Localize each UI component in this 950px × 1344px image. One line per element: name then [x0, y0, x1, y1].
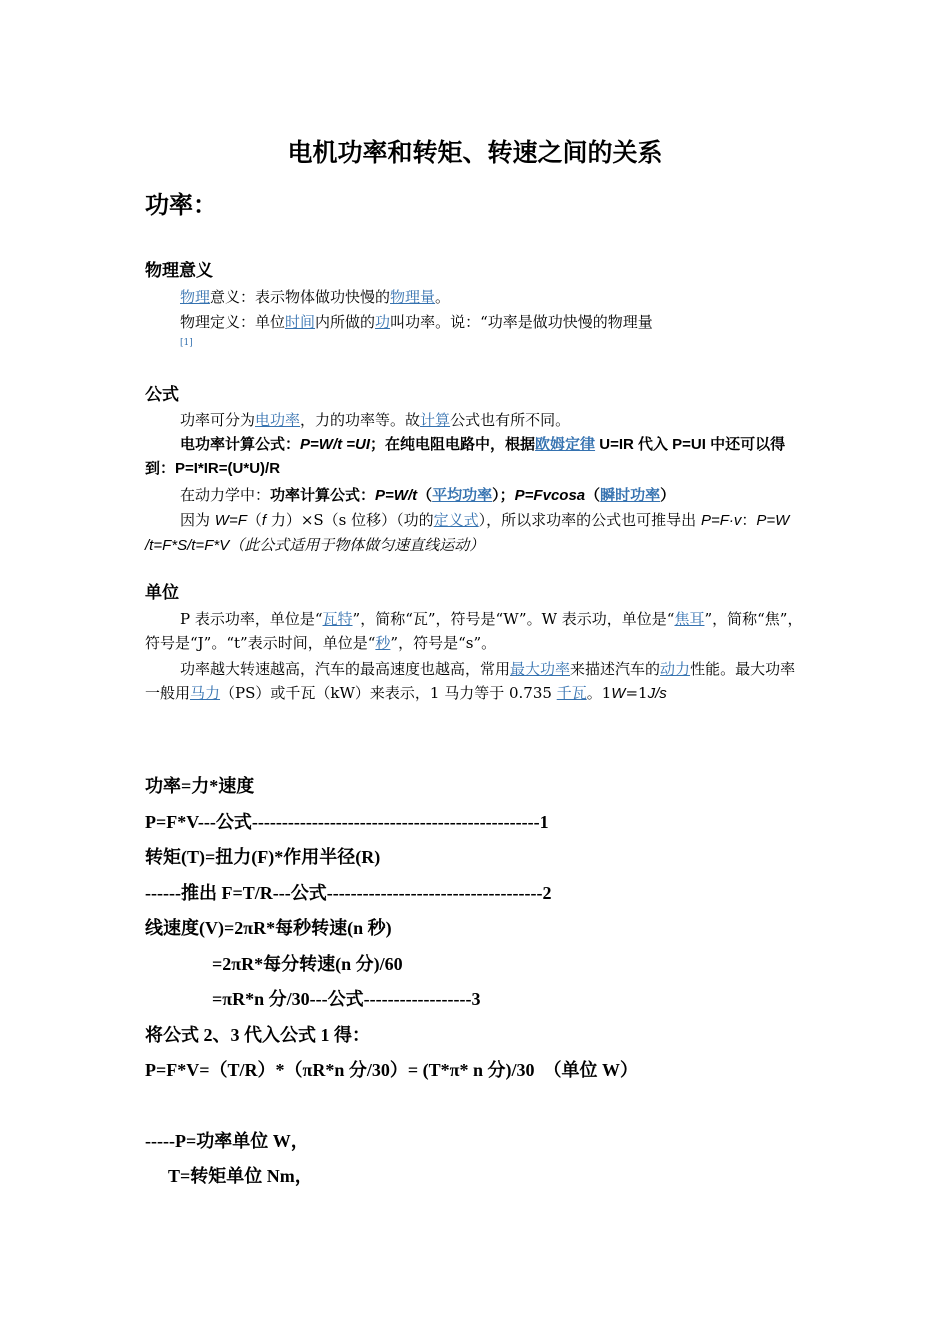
text-run: 意义：表示物体做功快慢的 [210, 288, 391, 306]
link-instant-power[interactable]: 瞬时功率 [600, 486, 661, 504]
text-run: 电功率计算公式： [180, 436, 301, 453]
link-physics[interactable]: 物理 [180, 288, 211, 306]
text-run: （ [417, 486, 433, 504]
derivation-line-10: -----P=功率单位 W， [145, 1131, 309, 1151]
text-run: ）； [492, 486, 515, 504]
text-run: 叫功率。说：“功率是做功快慢的物理量 [390, 313, 653, 331]
formula-run: P=Fvcosa [514, 487, 586, 504]
link-horsepower[interactable]: 马力 [190, 684, 221, 702]
paragraph-power-derivation [145, 508, 810, 558]
text-run: 力）×S（s 位移）（功的 [266, 511, 434, 529]
text-run: ”，简称“焦”，符号是“J”。“t”表示时间，单位是“ [145, 610, 803, 652]
section-heading-power: 功率： [145, 190, 217, 219]
link-definition-formula[interactable]: 定义式 [433, 511, 479, 529]
link-electric-power[interactable]: 电功率 [255, 411, 301, 429]
formula-run: W=F [214, 512, 247, 529]
text-run: 物理定义：单位 [180, 313, 286, 331]
text-run: （ [585, 486, 601, 504]
link-physical-quantity[interactable]: 物理量 [390, 288, 436, 306]
link-second[interactable]: 秒 [375, 634, 391, 652]
link-time[interactable]: 时间 [285, 313, 316, 331]
text-run: 公式也有所不同。 [450, 411, 571, 429]
derivation-line-7: =πR*n 分/30---公式------------------3 [212, 989, 481, 1009]
derivation-line-2: P=F*V---公式------------------------------------------------1 [145, 812, 549, 832]
link-max-power[interactable]: 最大功率 [510, 660, 571, 678]
reference-marker[interactable]: [1] [180, 338, 193, 348]
heading-formula: 公式 [145, 385, 179, 405]
text-run: =1 [625, 684, 648, 702]
paragraph-units [145, 607, 810, 655]
document-title: 电机功率和转矩、转速之间的关系 [287, 138, 663, 167]
text-run: U=IR 代入 P=UI 中还可以得到：P=I*IR=(U*U)/R [145, 436, 786, 477]
derivation-line-3: 转矩(T)=扭力(F)*作用半径(R) [145, 847, 381, 867]
paragraph-max-power [145, 657, 810, 706]
heading-physical-meaning: 物理意义 [145, 261, 213, 281]
derivation-line-5: 线速度(V)=2πR*每秒转速(n 秒) [145, 918, 392, 938]
text-run: 功率计算公式： [270, 487, 376, 504]
formula-run: P=W/t [375, 487, 418, 504]
link-kilowatt[interactable]: 千瓦 [556, 684, 587, 702]
formula-run: P=W /t=F*S/t=F*V [145, 512, 790, 554]
text-run: 。 [435, 288, 451, 306]
link-dynamics[interactable]: 动力 [660, 660, 691, 678]
text-run: ；在纯电阻电路中，根据 [370, 436, 536, 453]
link-watt[interactable]: 瓦特 [322, 610, 353, 628]
text-run: ） [660, 486, 676, 504]
text-run: （ [246, 511, 262, 529]
text-run: ，力的功率等。故 [300, 411, 421, 429]
text-run: 因为 [180, 511, 215, 529]
text-run: （PS）或千瓦（kW）来表示，1 马力等于 0.735 [220, 684, 557, 702]
text-run: 功率越大转速越高，汽车的最高速度也越高，常用 [180, 660, 511, 678]
text-run: P 表示功率，单位是“ [180, 610, 323, 628]
derivation-line-11: T=转矩单位 Nm， [168, 1166, 313, 1186]
derivation-line-4: ------推出 F=T/R---公式------------------------------------2 [145, 883, 552, 903]
link-ohms-law[interactable]: 欧姆定律 [535, 436, 596, 453]
paragraph-power-types [145, 408, 810, 432]
link-joule[interactable]: 焦耳 [674, 610, 705, 628]
text-run: 在动力学中： [180, 486, 271, 504]
formula-run: P=W/t =UI [300, 436, 371, 453]
text-run: ： [741, 511, 757, 529]
heading-unit: 单位 [145, 583, 179, 603]
text-run: ”，符号是“s”。 [390, 634, 497, 652]
paragraph-physical-meaning [145, 285, 810, 309]
paragraph-physical-definition [145, 310, 810, 334]
text-run: 性能。最大功率一般用 [145, 660, 796, 702]
text-run: 内所做的 [315, 313, 376, 331]
link-calculation[interactable]: 计算 [420, 411, 451, 429]
formula-run: W [611, 685, 626, 702]
derivation-line-9: P=F*V=（T/R）*（πR*n 分/30）= (T*π* n 分)/30 （单位 W） [145, 1060, 639, 1080]
text-run: ），所以求功率的公式也可推导出 [478, 511, 701, 529]
link-work[interactable]: 功 [375, 313, 391, 331]
derivation-line-8: 将公式 2、3 代入公式 1 得： [145, 1025, 370, 1045]
derivation-line-6: =2πR*每分转速(n 分)/60 [212, 954, 403, 974]
text-run: 来描述汽车的 [570, 660, 661, 678]
formula-run: P=F·v [700, 512, 742, 529]
formula-run: f [261, 512, 267, 529]
paragraph-dynamics-formula [145, 483, 810, 508]
link-average-power[interactable]: 平均功率 [432, 486, 493, 504]
text-run: ”，简称“瓦”，符号是“W”。W 表示功，单位是“ [352, 610, 675, 628]
text-run: 。1 [586, 684, 612, 702]
paragraph-electric-power-formula [145, 433, 810, 481]
derivation-line-1: 功率=力*速度 [145, 776, 255, 796]
formula-run: J/s [647, 685, 667, 702]
text-run: （此公式适用于物体做匀速直线运动） [229, 536, 485, 554]
text-run: 功率可分为 [180, 411, 256, 429]
